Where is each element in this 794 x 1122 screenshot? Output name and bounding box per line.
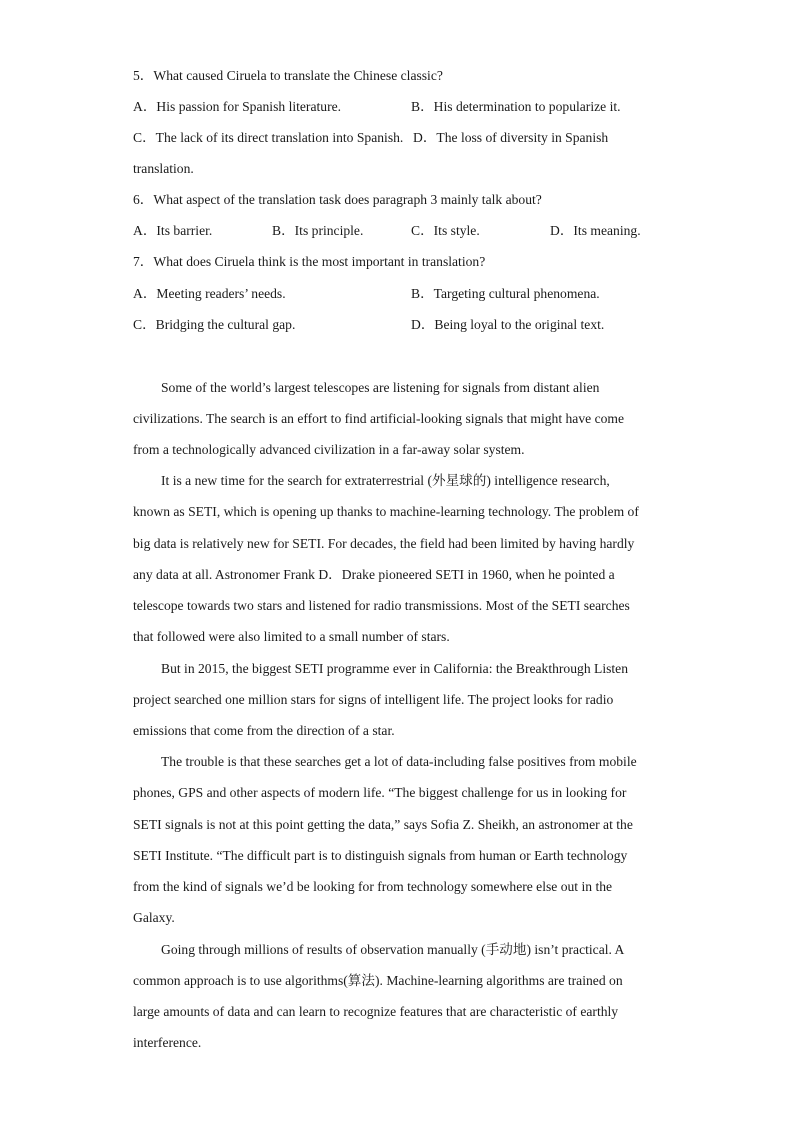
- question-6-option-c: C．Its style.: [411, 223, 480, 238]
- passage-p5-line-1: Going through millions of results of observation manually (手动地) isn’t practical. A: [161, 942, 625, 957]
- passage-p2-line-5: telescope towards two stars and listened for radio transmissions. Most of the SETI searches: [133, 598, 630, 613]
- passage-p5-line-2: common approach is to use algorithms(算法). Machine-learning algorithms are trained on: [133, 973, 623, 988]
- question-5-option-c: C．The lack of its direct translation into Spanish.: [133, 130, 404, 145]
- passage-p3-line-1: But in 2015, the biggest SETI programme ever in California: the Breakthrough Listen: [161, 661, 628, 676]
- passage-p4-line-3: SETI signals is not at this point getting the data,” says Sofia Z. Sheikh, an astronomer at the: [133, 817, 633, 832]
- passage-p4-line-5: from the kind of signals we’d be looking for from technology somewhere else out in the: [133, 879, 613, 894]
- passage-p4-line-2: phones, GPS and other aspects of modern life. “The biggest challenge for us in looking for: [133, 785, 627, 800]
- question-5-option-b: B．His determination to popularize it.: [411, 99, 621, 114]
- passage-p2-line-2: known as SETI, which is opening up thanks to machine-learning technology. The problem of: [133, 504, 639, 519]
- passage-p2-line-4: any data at all. Astronomer Frank D．Drake pioneered SETI in 1960, when he pointed a: [133, 567, 615, 582]
- question-6-option-b: B．Its principle.: [272, 223, 364, 238]
- question-7-option-b: B．Targeting cultural phenomena.: [411, 286, 600, 301]
- question-6-option-d: D．Its meaning.: [550, 223, 641, 238]
- passage-p1-line-2: civilizations. The search is an effort to find artificial-looking signals that might have come: [133, 411, 625, 426]
- question-5-stem: 5．What caused Ciruela to translate the Chinese classic?: [133, 68, 443, 83]
- question-7-stem: 7．What does Ciruela think is the most important in translation?: [133, 254, 486, 269]
- question-7-option-c: C．Bridging the cultural gap.: [133, 317, 296, 332]
- passage-p2-line-1: It is a new time for the search for extraterrestrial (外星球的) intelligence research,: [161, 473, 610, 488]
- passage-p5-line-4: interference.: [133, 1035, 202, 1050]
- question-7-option-a: A．Meeting readers’ needs.: [133, 286, 286, 301]
- passage-p4-line-6: Galaxy.: [133, 910, 175, 925]
- question-7-option-d: D．Being loyal to the original text.: [411, 317, 605, 332]
- question-6-stem: 6．What aspect of the translation task does paragraph 3 mainly talk about?: [133, 192, 542, 207]
- passage-p4-line-4: SETI Institute. “The difficult part is to distinguish signals from human or Earth technology: [133, 848, 628, 863]
- question-5-option-d: D．The loss of diversity in Spanish: [413, 130, 609, 145]
- passage-p3-line-3: emissions that come from the direction of a star.: [133, 723, 395, 738]
- passage-p1-line-1: Some of the world’s largest telescopes are listening for signals from distant alien: [161, 380, 600, 395]
- passage-p3-line-2: project searched one million stars for signs of intelligent life. The project looks for radio: [133, 692, 614, 707]
- passage-p2-line-6: that followed were also limited to a small number of stars.: [133, 629, 450, 644]
- question-6-option-a: A．Its barrier.: [133, 223, 213, 238]
- question-5-option-a: A．His passion for Spanish literature.: [133, 99, 342, 114]
- passage-p4-line-1: The trouble is that these searches get a lot of data-including false positives from mobile: [161, 754, 637, 769]
- passage-p1-line-3: from a technologically advanced civilization in a far-away solar system.: [133, 442, 525, 457]
- passage-p5-line-3: large amounts of data and can learn to recognize features that are characteristic of earthly: [133, 1004, 619, 1019]
- passage-p2-line-3: big data is relatively new for SETI. For decades, the field had been limited by having hardly: [133, 536, 635, 551]
- question-5-option-d-continued: translation.: [133, 161, 194, 176]
